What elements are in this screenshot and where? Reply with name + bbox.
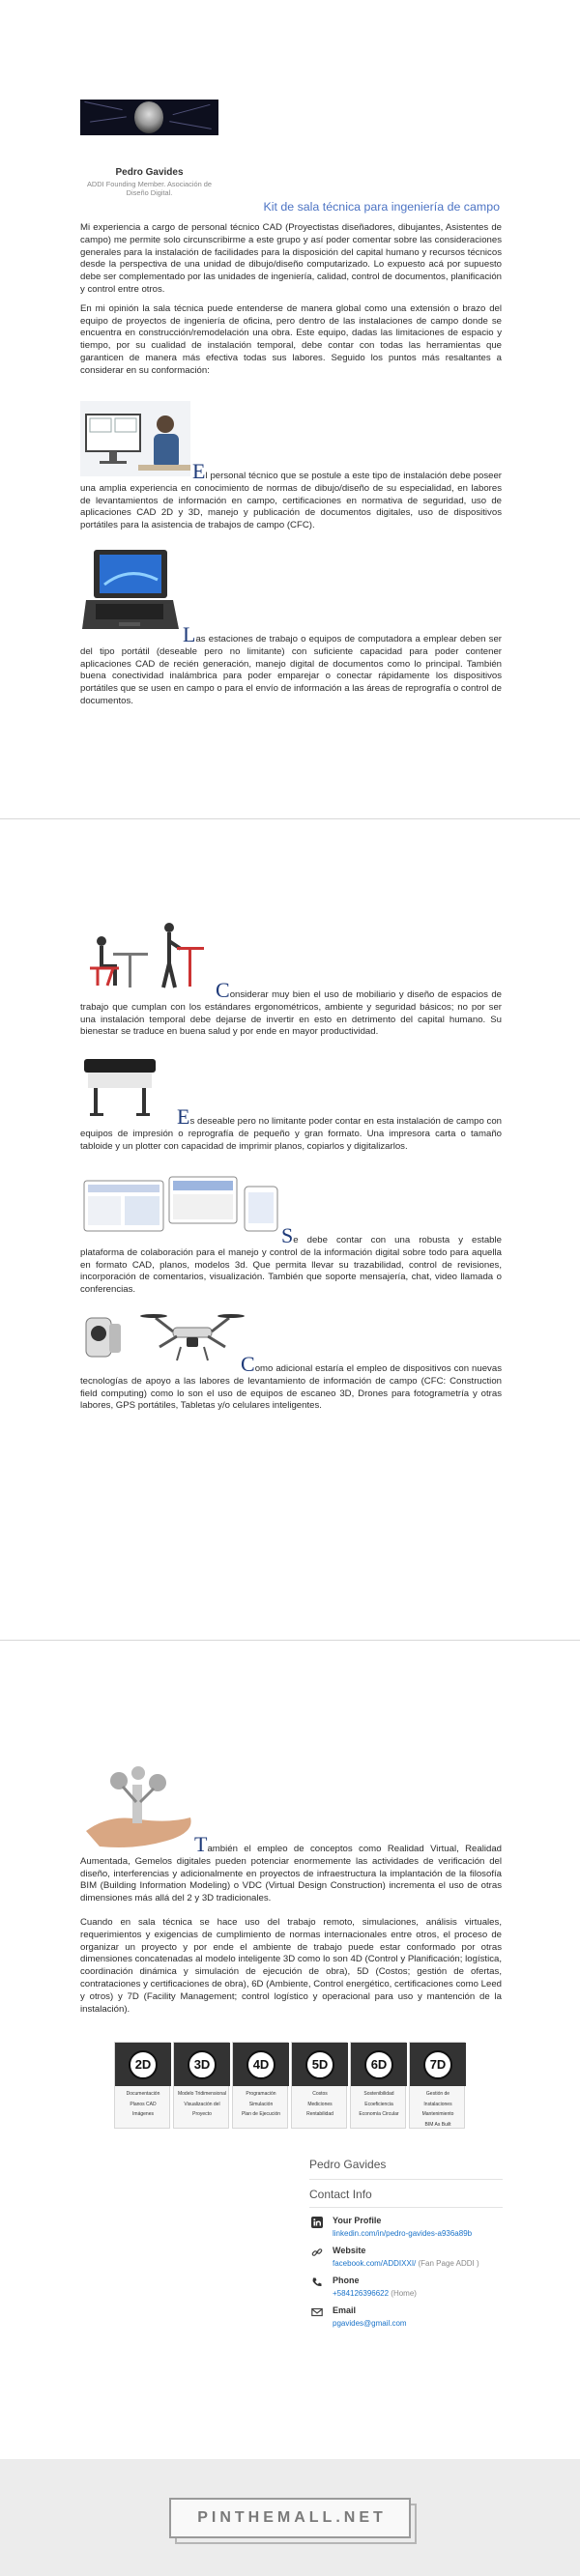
page-break	[0, 1640, 580, 1641]
contact-card	[309, 2158, 503, 2328]
section-virtual-reality	[80, 1832, 502, 1905]
collaboration-platform-illustration	[80, 1175, 283, 1238]
article-title: Kit de sala técnica para ingeniería de campo	[263, 200, 500, 214]
dimension-description	[353, 2089, 405, 2120]
contact-link[interactable]: +584126396622	[333, 2289, 390, 2298]
section-text: onsiderar muy bien el uso de mobiliario y diseño de espacios de trabajo que cumplan con los estándares ergonométricos, ambiente y seguridad básicos; no por ser una instalación temporal debe dejarse de invertir en esto en detrimento del capital humano. Su bienestar se traduce en buena salud y por ende en mayor productividad.	[80, 989, 502, 1038]
intro-paragraph-2: En mi opinión la sala técnica puede entenderse de manera global como una extensión o brazo del equipo de proyectos de ingeniería de oficina, pero dentro de las instalaciones de campo donde se encuentra en construcción/remodelación una obra. Este equipo, dadas las limitaciones de espacio y tiempo, por su cualidad de instalación temporal, debe contar con todas las herramientas que garanticen de manera más efectiva todas sus labores. Seguido los puntos más resaltantes a considerar en su conformación:	[80, 302, 502, 376]
dimension-card-6d	[350, 2042, 406, 2129]
dimension-line: Simulación	[248, 2101, 274, 2107]
dimension-line: Ecoeficiencia	[364, 2101, 393, 2107]
dimension-label: 3D	[188, 2050, 217, 2079]
closing-section	[80, 1917, 502, 2016]
section-text: e debe contar con una robusta y estable plataforma de colaboración para el manejo y control de la información digital sobre todo para aquella en formato CAD, planos, modelos 3d. Que permita llevar su trazabilidad, control de revisiones, incorporación de comentarios, visualización. También que soporte mensajería, chat, video llamada o conferencias.	[80, 1235, 502, 1296]
dimension-description	[176, 2089, 228, 2120]
section-furniture	[80, 978, 502, 1039]
rugged-laptop-illustration	[80, 546, 180, 638]
dimension-label: 5D	[305, 2050, 334, 2079]
dimension-label: 6D	[364, 2050, 393, 2079]
dropcap-letter: C	[241, 1352, 255, 1376]
contact-heading: Contact Info	[309, 2188, 503, 2208]
dimension-card-2d	[114, 2042, 170, 2129]
dimension-line: Visualización del	[184, 2101, 220, 2107]
dimension-card-4d	[232, 2042, 288, 2129]
author-portrait	[134, 101, 163, 133]
dimension-line: Planos CAD	[130, 2101, 157, 2107]
section-text: as estaciones de trabajo o equipos de computadora a emplear deben ser del tipo portátil (deseable pero no limitante) con suficiente capacidad para poder contener aplicaciones CAD de recién generación, manejo digital de documentos como lo principal. También buena conectividad inalámbrica para poder emparejar o conectar rápidamente los dispositivos portátiles que se usen en campo o para el envío de información a las áreas de reprografía o control de documentos.	[80, 634, 502, 706]
contact-row-website	[309, 2246, 503, 2268]
dimension-line: Proyecto	[192, 2111, 212, 2117]
intro-paragraph-1: Mi experiencia a cargo de personal técnico CAD (Proyectistas diseñadores, dibujantes, Asistentes de campo) me permite solo circunscribirme a este grupo y así poder comentar sobre las consideraciones generales para la instalación de facilidades para la disposición del capital humano y recursos técnicos desde la perspectiva de una unidad de dibujo/diseño computarizado. Lo expuesto acá por supuesto debe ser complementado por las unidades de ingeniería, calidad, control de documentos, planificación y control entre otros.	[80, 222, 502, 295]
dimension-line: Programación	[246, 2091, 276, 2097]
section-personnel	[80, 459, 502, 532]
section-text: ambién el empleo de conceptos como Realidad Virtual, Realidad Aumentada, Gemelos digitales pueden potenciar enormemente las actividades de verificación del diseño, interferencias y adicionalmente en proyectos de infraestructura la implantación de la filosofía BIM (Building Information Modeling) o VDC (Virtual Design Construction) incrementa el uso de otras dimensiones más allá del 2 y 3D tradicionales.	[80, 1844, 502, 1904]
dimension-label: 4D	[246, 2050, 276, 2079]
closing-paragraph: Cuando en sala técnica se hace uso del trabajo remoto, simulaciones, análisis virtuales, requerimientos y exigencias de cumplimiento de normas internacionales entre otros, el proceso de organizar un proyecto y por ende el ambiente de trabajo puede estar conformado por otras dimensiones concatenadas al modelo inteligente 3D como lo son 4D (Control y Planificación; logística, coordinación dinámica y simulación de ejecución de obra), 5D (Costos; gestión de ofertas, contrataciones y certificaciones de obra), 6D (Ambiente, Control energético, certificaciones como Leed y otros) y 7D (Facility Management; control logístico y operacional para uso y mantención de la instalación).	[80, 1917, 502, 2015]
contact-label: Email	[333, 2305, 357, 2315]
contact-link[interactable]: pgavides@gmail.com	[333, 2319, 407, 2328]
contact-note: (Home)	[389, 2289, 417, 2298]
dimension-line: Documentación	[126, 2091, 160, 2097]
section-text: omo adicional estaría el empleo de dispositivos con nuevas tecnologías de apoyo a las labores de levantamiento de información de campo (CFC: Construction field computing) como lo son el uso de equipos de escaneo 3D, Drones para fotogrametría y otras labores, GPS portátiles, Tabletas y/o celulares inteligentes.	[80, 1363, 502, 1412]
dimension-description	[294, 2089, 346, 2120]
dimension-description	[412, 2089, 464, 2130]
dropcap-letter: E	[177, 1104, 190, 1129]
bim-dimensions-diagram	[114, 2042, 466, 2129]
contact-items-list	[309, 2216, 503, 2328]
dimension-card-5d	[291, 2042, 347, 2129]
contact-row-your-profile	[309, 2216, 503, 2238]
dimension-label: 2D	[129, 2050, 158, 2079]
section-printing	[80, 1104, 502, 1153]
dimension-label: 7D	[423, 2050, 452, 2079]
dropcap-letter: T	[194, 1832, 208, 1856]
dimension-card-7d	[409, 2042, 465, 2129]
section-text: l personal técnico que se postule a este tipo de instalación debe poseer una amplia experiencia en conocimiento de normas de dibujo/diseño de su especialidad, en labores de levantamientos de información en campo, certificaciones en normativa de seguridad, uso de aplicaciones CAD 2D y 3D, manejo y publicación de documentos digitales, uso de dispositivos portátiles para la asistencia de trabajos de campo (CFC).	[80, 471, 502, 531]
dimension-line: Plan de Ejecución	[241, 2111, 281, 2117]
section-workstations	[80, 622, 502, 708]
contact-name: Pedro Gavides	[309, 2158, 503, 2180]
dimension-description	[235, 2089, 287, 2120]
contact-link[interactable]: facebook.com/ADDIXXI/	[333, 2259, 417, 2268]
dimension-description	[117, 2089, 169, 2120]
dimension-line: Mediciones	[307, 2101, 333, 2107]
dimension-line: Gestión de Instalaciones	[423, 2091, 452, 2107]
site-footer	[0, 2459, 580, 2576]
contact-row-phone	[309, 2275, 503, 2298]
contact-label: Website	[333, 2246, 366, 2255]
footer-logo[interactable]	[169, 2498, 411, 2538]
contact-label: Your Profile	[333, 2216, 382, 2225]
dimension-line: Economía Circular	[359, 2111, 399, 2117]
dimension-line: Mantenimiento	[421, 2111, 454, 2117]
intro-section	[80, 222, 502, 378]
contact-row-email	[309, 2305, 503, 2328]
dimension-line: BIM As Built	[424, 2121, 451, 2128]
dropcap-letter: S	[281, 1223, 294, 1247]
dimension-line: Modelo Tridimensional	[177, 2091, 227, 2097]
dimension-line: Rentabilidad	[306, 2111, 334, 2117]
footer-brand: PINTHEMALL.NET	[197, 2509, 387, 2526]
section-collaboration	[80, 1223, 502, 1297]
dropcap-letter: E	[192, 459, 206, 483]
dimension-line: Costos	[312, 2091, 328, 2097]
plotter-printer-illustration	[80, 1055, 160, 1120]
contact-note: (Fan Page ADDI )	[416, 2259, 479, 2268]
contact-link[interactable]: linkedin.com/in/pedro-gavides-a936a89b	[333, 2229, 473, 2238]
dimension-card-3d	[173, 2042, 229, 2129]
section-devices	[80, 1352, 502, 1413]
ergonomic-furniture-illustration	[80, 920, 206, 992]
section-text: s deseable pero no limitante poder contar en esta instalación de campo con equipos de impresión o reprografía de pequeño y gran formato. Una impresora carta o tamaño tabloide y un plotter con capacidad de imprimir planos, copiarlos y digitalizarlos.	[80, 1116, 502, 1152]
contact-label: Phone	[333, 2275, 360, 2285]
author-tagline: ADDI Founding Member. Asociación de Diseño Digital.	[87, 180, 212, 197]
dropcap-letter: L	[183, 622, 196, 646]
author-name: Pedro Gavides	[115, 167, 184, 178]
dropcap-letter: C	[216, 978, 230, 1002]
page-break	[0, 818, 580, 819]
author-banner-photo	[80, 100, 218, 135]
dimension-line: Sostenibilidad	[363, 2091, 394, 2097]
dimension-line: Imágenes	[132, 2111, 154, 2117]
